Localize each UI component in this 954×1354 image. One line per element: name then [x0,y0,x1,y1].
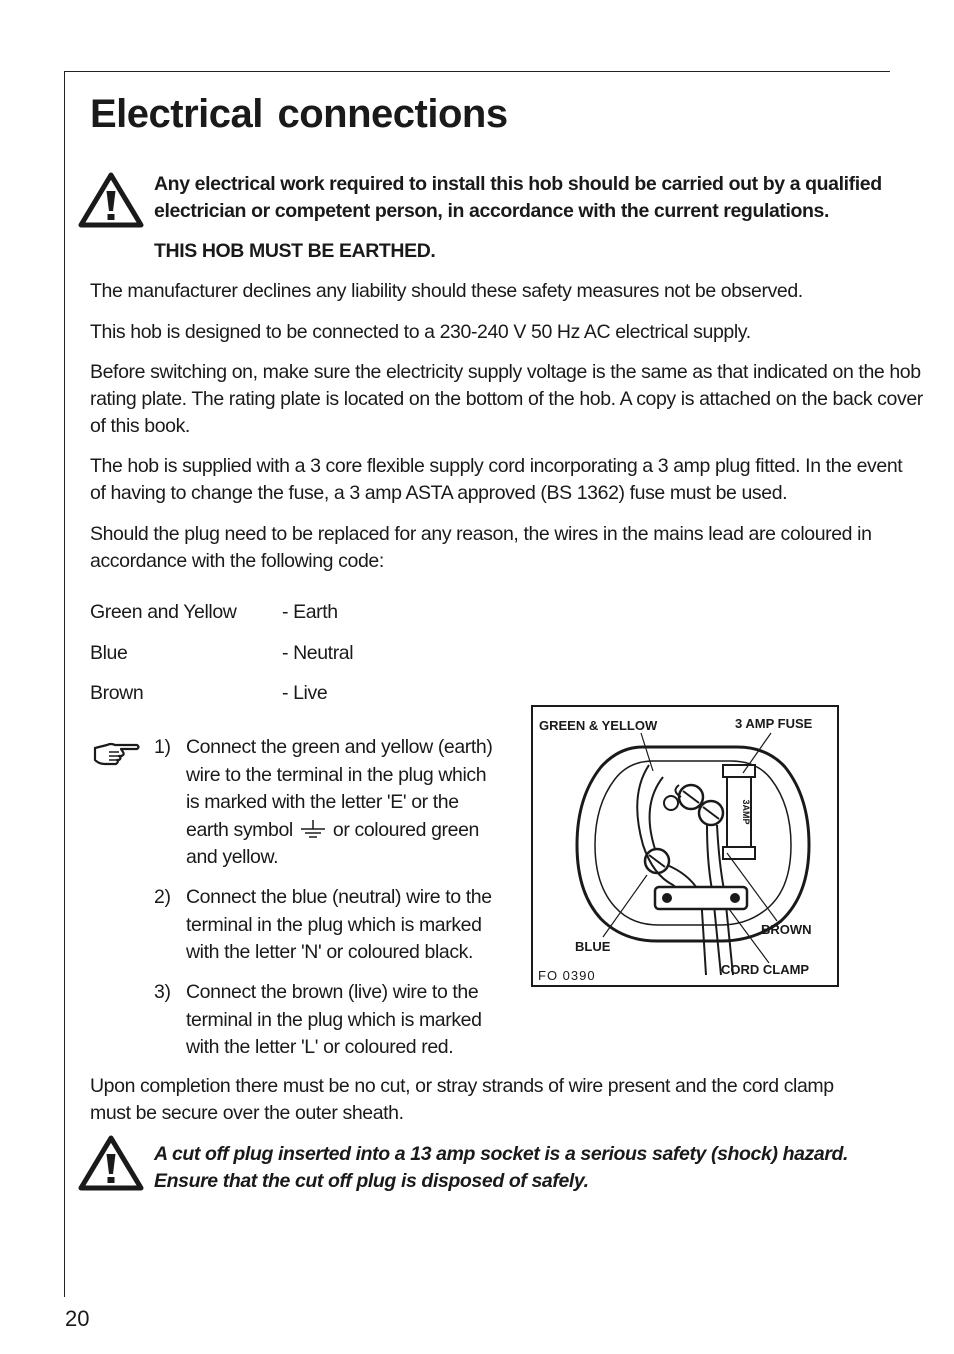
label-brown: BROWN [761,922,812,937]
fuse-body-label: 3AMP [741,799,751,825]
step-line: and yellow. [186,846,279,868]
label-green-yellow: GREEN & YELLOW [539,718,658,733]
instruction-step [154,884,504,968]
pointing-hand-icon [93,740,141,766]
earthed-notice: THIS HOB MUST BE EARTHED. [154,240,436,262]
paragraph-supply: This hob is designed to be connected to a 230-240 V 50 Hz AC electrical supply. [90,321,751,343]
plug-wiring-diagram [531,705,839,987]
paragraph-fuse-line2: of having to change the fuse, a 3 amp ASTA approved (BS 1362) fuse must be used. [90,482,788,504]
wire-meaning: - Earth [282,601,338,623]
completion-line1: Upon completion there must be no cut, or stray strands of wire present and the cord clamp [90,1075,834,1097]
step-number: 3) [154,981,171,1003]
step-line: terminal in the plug which is marked [186,913,482,936]
wire-colour: Green and Yellow [90,601,237,623]
paragraph-voltage-line1: Before switching on, make sure the electricity supply voltage is the same as that indicated on the hob [90,361,921,383]
instruction-step [154,734,504,874]
paragraph-fuse-line1: The hob is supplied with a 3 core flexible supply cord incorporating a 3 amp plug fitted. In the event [90,455,903,477]
label-blue: BLUE [575,939,611,954]
step-line: with the letter 'N' or coloured black. [186,941,474,963]
earth-symbol-icon [298,818,328,840]
step-line: Connect the green and yellow (earth) [186,736,493,758]
step-line: with the letter 'L' or coloured red. [186,1036,454,1058]
step-line: terminal in the plug which is marked [186,1008,482,1031]
paragraph-plug-line1: Should the plug need to be replaced for any reason, the wires in the mains lead are coloured in [90,523,872,545]
warning-bottom-line2: Ensure that the cut off plug is disposed of safely. [154,1170,589,1192]
step-line: earth symbol [186,818,293,841]
label-cord-clamp: CORD CLAMP [721,962,810,977]
wire-colour: Brown [90,682,144,704]
warning-bottom-line1: A cut off plug inserted into a 13 amp socket is a serious safety (shock) hazard. [154,1143,849,1165]
page-number: 20 [65,1306,90,1331]
wire-meaning: - Live [282,682,328,704]
step-number: 1) [154,736,171,758]
wire-colour: Blue [90,642,128,664]
step-line: or coloured green [332,818,479,841]
top-rule [64,71,890,72]
warning-triangle-icon [78,171,144,229]
paragraph-liability: The manufacturer declines any liability should these safety measures not be observed. [90,280,803,302]
warning-top-line2: electrician or competent person, in accordance with the current regulations. [154,200,830,222]
paragraph-voltage-line2: rating plate. The rating plate is located on the bottom of the hob. A copy is attached on the back cover [90,388,923,410]
step-line: wire to the terminal in the plug which [186,763,487,786]
step-line: Connect the brown (live) wire to the [186,981,479,1003]
step-line: is marked with the letter 'E' or the [186,791,459,813]
wire-meaning: - Neutral [282,642,354,664]
paragraph-voltage-line3: of this book. [90,415,190,437]
left-rule [64,71,65,1297]
paragraph-plug-line2: accordance with the following code: [90,550,384,572]
warning-top-line1: Any electrical work required to install this hob should be carried out by a qualified [154,173,882,195]
step-number: 2) [154,886,171,908]
label-fuse: 3 AMP FUSE [735,716,813,731]
step-line: Connect the blue (neutral) wire to the [186,886,492,908]
page-title: Electrical connections [90,92,508,136]
figure-code: FO 0390 [538,968,596,983]
warning-triangle-icon [78,1134,144,1192]
instruction-step [154,979,504,1063]
completion-line2: must be secure over the outer sheath. [90,1102,404,1124]
